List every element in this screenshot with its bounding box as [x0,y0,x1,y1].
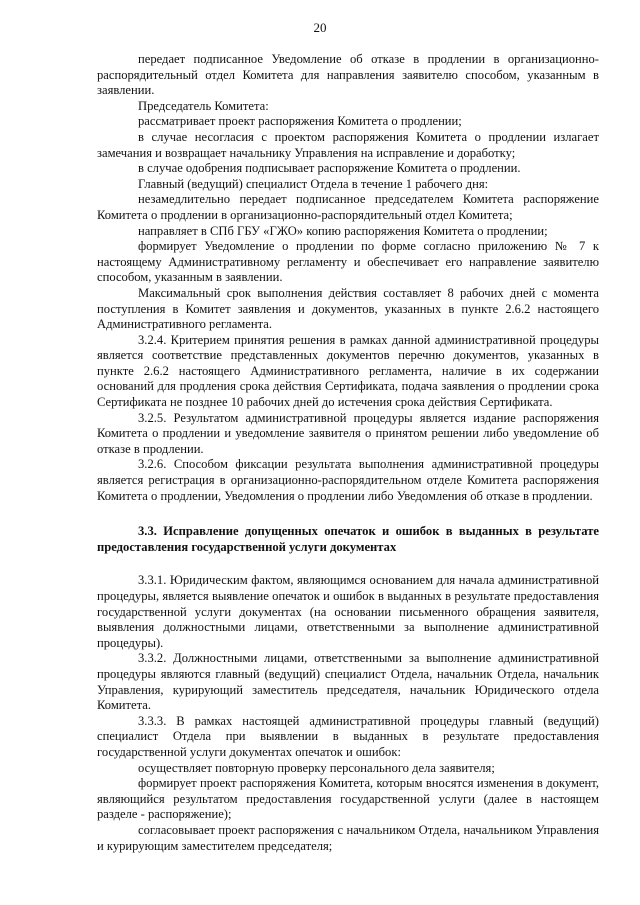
section-heading: 3.3. Исправление допущенных опечаток и ошибок в выданных в результате предоставления государственной услуги документах [97,524,599,554]
paragraph: формирует Уведомление о продлении по форме согласно приложению № 7 к настоящему Административному регламенту и обеспечивает его направление заявителю способом, указанным в заявлении. [97,239,599,285]
paragraph: 3.2.6. Способом фиксации результата выполнения административной процедуры является регистрация в организационно-распорядительном отделе Комитета распоряжения Комитета о продлении, Уведомления о продлении либо Уведомления об отказе в продлении. [97,457,599,503]
paragraph: Председатель Комитета: [138,98,269,113]
paragraph: согласовывает проект распоряжения с начальником Отдела, начальником Управления и курирующим заместителем председателя; [97,822,599,853]
paragraph: осуществляет повторную проверку персонального дела заявителя; [138,760,495,775]
paragraph: 3.3.3. В рамках настоящей административной процедуры главный (ведущий) специалист Отдела при выявлении в выданных в результате предоставления государственной услуги документах опечаток и ошибок: [97,713,599,759]
paragraph: передает подписанное Уведомление об отказе в продлении в организационно-распорядительный отдел Комитета для направления заявителю способом, указанным в заявлении. [97,52,599,98]
paragraph: Максимальный срок выполнения действия составляет 8 рабочих дней с момента поступления в Комитет заявления и документов, указанных в пункте 2.6.2 настоящего Административного регламента. [97,285,599,332]
paragraph: 3.3.1. Юридическим фактом, являющимся основанием для начала административной процедуры, является выявление опечаток и ошибок в выданных в результате предоставления государственной услуги документах (на основании письменного обращения заявителя, выявления должностными лицами, ответственными за выполнение административной процедуры). [97,573,599,650]
document-body [97,52,599,854]
paragraph: незамедлительно передает подписанное председателем Комитета распоряжение Комитета о продлении в организационно-распорядительный отдел Комитета; [97,192,599,222]
paragraph: Главный (ведущий) специалист Отдела в течение 1 рабочего дня: [138,176,489,191]
paragraph: 3.2.5. Результатом административной процедуры является издание распоряжения Комитета о продлении и уведомление заявителя о принятом решении либо уведомление об отказе в продлении. [97,410,599,456]
paragraph: в случае несогласия с проектом распоряжения Комитета о продлении излагает замечания и возвращает начальнику Управления на исправление и доработку; [97,129,599,160]
paragraph: 3.3.2. Должностными лицами, ответственными за выполнение административной процедуры являются главный (ведущий) специалист Отдела, начальник Отдела, начальник Управления, курирующий заместитель председателя, начальник Юридического отдела Комитета. [97,651,599,713]
paragraph: рассматривает проект распоряжения Комитета о продлении; [138,114,462,129]
paragraph: формирует проект распоряжения Комитета, которым вносятся изменения в документ, являющийся результатом предоставления государственной услуги (далее в настоящем разделе - распоряжение); [97,776,599,822]
page-number: 20 [313,20,327,35]
paragraph: в случае одобрения подписывает распоряжение Комитета о продлении. [138,161,521,176]
paragraph: 3.2.4. Критерием принятия решения в рамках данной административной процедуры является соответствие представленных документов перечню документов, указанных в пункте 2.6.2 настоящего Административного регламента, наличие в их содержании оснований для продления срока действия Сертификата, подача заявления о продлении срока Сертификата не позднее 10 рабочих дней до истечения срока действия Сертификата. [97,332,599,410]
paragraph: направляет в СПб ГБУ «ГЖО» копию распоряжения Комитета о продлении; [138,223,548,238]
